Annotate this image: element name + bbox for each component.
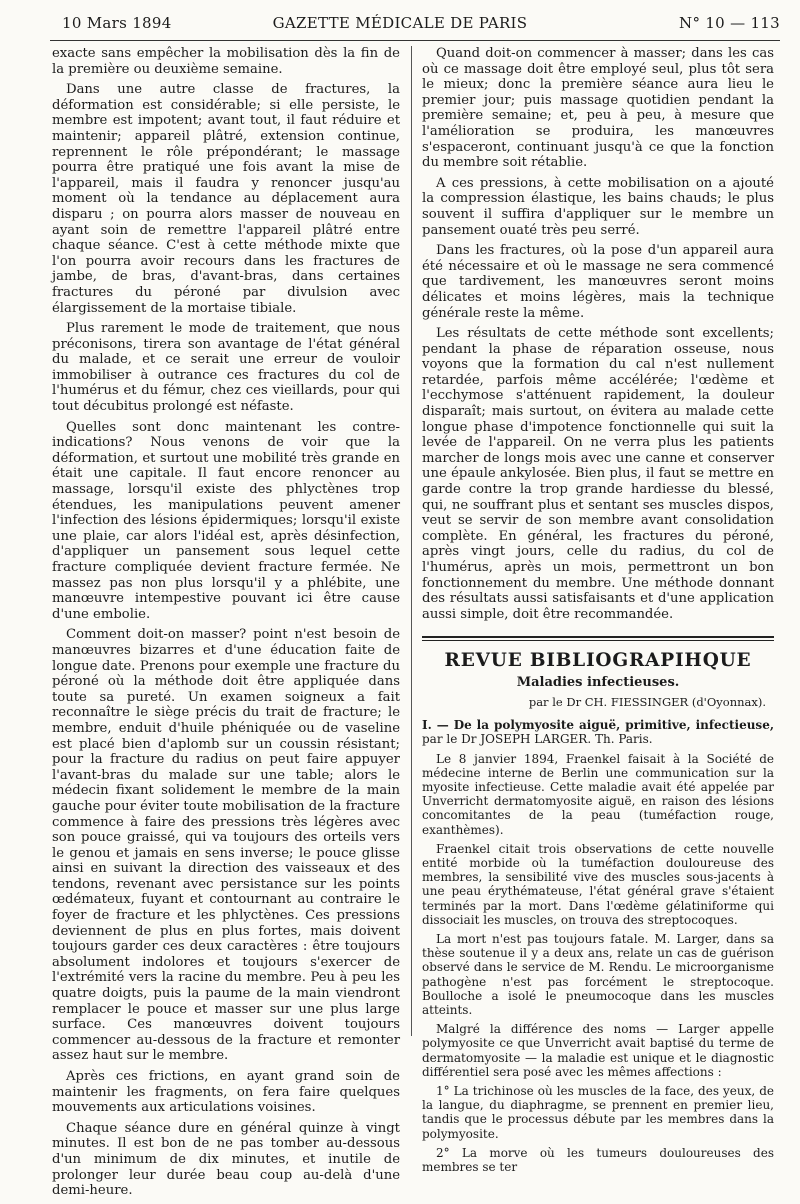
review-body: [422, 718, 774, 1174]
review-entry-title: I. — De la polymyosite aiguë, primitive, infectieuse,: [422, 718, 774, 733]
header-rule: [50, 40, 780, 41]
review-paragraph: 1° La trichinose où les muscles de la face, des yeux, de la langue, du diaphragme, se prennent en premier lieu, tandis que le processus débute par les membres dans la polymyosite.: [422, 1084, 774, 1141]
review-paragraph: Malgré la différence des noms — Larger appelle polymyosite ce que Unverricht avait baptisé du terme de dermatomyosite — la maladie est unique et le diagnostic différentiel sera posé avec les mêmes affections :: [422, 1022, 774, 1079]
left-paragraph: Dans une autre classe de fractures, la déformation est considérable; si elle persiste, le membre est impotent; avant tout, il faut réduire et maintenir; appareil plâtré, extension continue, reprennent le rôle prépondérant; le massage pourra être pratiqué une fois avant la mise de l'appareil, mais il faudra y renoncer jusqu'au moment où la tendance au déplacement aura disparu ; on pourra alors masser de nouveau en ayant soin de remettre l'appareil plâtré entre chaque séance. C'est à cette méthode mixte que l'on pourra avoir recours dans les fractures de jambe, de bras, d'avant-bras, dans certaines fractures du péroné par divulsion avec élargissement de la mortaise tibiale.: [52, 82, 400, 316]
review-paragraph: Le 8 janvier 1894, Fraenkel faisait à la Société de médecine interne de Berlin une communication sur la myosite infectieuse. Cette maladie avait été appelée par Unverricht dermatomyosite aiguë, en raison des lésions concomitantes de la peau (tuméfaction rouge, exanthèmes).: [422, 751, 774, 837]
left-paragraph: Après ces frictions, en ayant grand soin de maintenir les fragments, on fera faire quelques mouvements aux articulations voisines.: [52, 1069, 400, 1116]
left-paragraph: Plus rarement le mode de traitement, que nous préconisons, tirera son avantage de l'état général du malade, et ce serait une erreur de vouloir immobiliser à outrance ces fractures du col de l'humérus et du fémur, chez ces vieillards, pour qui tout décubitus prolongé est néfaste.: [52, 321, 400, 415]
header-journal-title: GAZETTE MÉDICALE DE PARIS: [272, 14, 528, 32]
right-paragraph: Dans les fractures, où la pose d'un appareil aura été nécessaire et où le massage ne sera commencé que tardivement, les manœuvres seront moins délicates et moins légères, mais la technique générale reste la même.: [422, 243, 774, 321]
review-entry-heading: [422, 718, 774, 746]
left-paragraph: Comment doit-on masser? point n'est besoin de manœuvres bizarres et d'une éducation faite de longue date. Prenons pour exemple une fracture du péroné où la méthode doit être appliquée dans toute sa pureté. Un examen soigneux a fait reconnaître le siège précis du trait de fracture; le membre, enduit d'huile phéniquée ou de vaseline est placé bien d'aplomb sur un coussin résistant; pour la fracture du radius on peut faire appuyer l'avant-bras du malade sur une table; alors le médecin fixant solidement le membre de la main gauche pour éviter toute mobilisation de la fracture commence à faire des pressions très légères avec son pouce graissé, qui va toujours des orteils vers le genou et jamais en sens inverse; le pouce glisse ainsi en suivant la direction des vaisseaux et des tendons, revenant avec persistance sur les points œdémateux, fuyant et contournant au contraire le foyer de fracture et les phlyctènes. Ces pressions deviennent de plus en plus fortes, mais doivent toujours garder ces deux caractères : être toujours absolument indolores et toujours s'exercer de l'extrémité vers la racine du membre. Peu à peu les quatre doigts, puis la paume de la main viendront remplacer le pouce et masser sur une plus large surface. Ces manœuvres doivent toujours commencer au-dessous de la fracture et remonter assez haut sur le membre.: [52, 627, 400, 1064]
review-paragraph: La mort n'est pas toujours fatale. M. Larger, dans sa thèse soutenue il y a deux ans, relate un cas de guérison observé dans le service de M. Rendu. Le microorganisme pathogène n'est pas forcément le streptocoque. Boulloche a isolé le pneumocoque dans les muscles atteints.: [422, 932, 774, 1018]
section-separator: [422, 636, 774, 641]
left-paragraph: Chaque séance dure en général quinze à vingt minutes. Il est bon de ne pas tomber au-dessous d'un minimum de dix minutes, et inutile de prolonger leur durée beau coup au-delà d'une demi-heure.: [52, 1120, 400, 1199]
review-title: REVUE BIBLIOGRAPIHQUE: [444, 650, 752, 672]
review-subtitle: Maladies infectieuses.: [516, 674, 680, 690]
review-paragraph: 2° La morve où les tumeurs douloureuses des membres se ter: [422, 1145, 774, 1175]
left-paragraph: exacte sans empêcher la mobilisation dès la fin de la première ou deuxième semaine.: [52, 46, 400, 77]
right-column: [422, 46, 774, 1179]
left-paragraph: Quelles sont donc maintenant les contre-indications? Nous venons de voir que la déformation, et surtout une mobilité très grande en était une capitale. Il faut encore renoncer au massage, lorsqu'il existe des phlyctènes trop étendues, les manipulations peuvent amener l'infection des lésions épidermiques; lorsqu'il existe une plaie, car alors l'idéal est, après désinfection, d'appliquer un pansement sous lequel cette fracture compliquée devient fracture fermée. Ne massez pas non plus lorsqu'il y a phlébite, une manœuvre intempestive pouvant ici être cause d'une embolie.: [52, 419, 400, 622]
right-paragraph: Quand doit-on commencer à masser; dans les cas où ce massage doit être employé seul, plus tôt sera le mieux; donc la première séance aura lieu le premier jour; puis massage quotidien pendant la première semaine; et, peu à peu, à mesure que l'amélioration se produira, les manœuvres s'espaceront, continuant jusqu'à ce que la fonction du membre soit rétablie.: [422, 46, 774, 171]
header-page-number: N° 10 — 113: [679, 14, 780, 32]
review-paragraph: Fraenkel citait trois observations de cette nouvelle entité morbide où la tuméfaction douloureuse des membres, la sensibilité vive des muscles sous-jacents à une peau érythémateuse, l'état général grave s'étaient terminés par la mort. Dans l'œdème gélatiniforme qui dissociait les muscles, on trouva des streptocoques.: [422, 841, 774, 927]
left-column: [52, 46, 400, 1204]
right-paragraph: A ces pressions, à cette mobilisation on a ajouté la compression élastique, les bains chauds; le plus souvent il suffira d'appliquer sur le membre un pansement ouaté très peu serré.: [422, 175, 774, 238]
header-date: 10 Mars 1894: [62, 14, 172, 32]
page-header: [0, 14, 800, 36]
review-entry-byline: par le Dr JOSEPH LARGER. Th. Paris.: [422, 732, 653, 747]
review-author: par le Dr CH. FIESSINGER (d'Oyonnax).: [528, 694, 766, 709]
right-paragraph: Les résultats de cette méthode sont excellents; pendant la phase de réparation osseuse, nous voyons que la formation du cal n'est nullement retardée, parfois même accélérée; l'œdème et l'ecchymose s'atténuent rapidement, la douleur disparaît; mais surtout, on évitera au malade cette longue phase d'impotence fonctionnelle qui suit la levée de l'appareil. On ne verra plus les patients marcher de longs mois avec une canne et conserver une épaule ankylosée. Bien plus, il faut se mettre en garde contre la trop grande hardiesse du blessé, qui, ne souffrant plus et sentant ses muscles dispos, veut se servir de son membre avant consolidation complète. En général, les fractures du péroné, après vingt jours, celle du radius, du col de l'humérus, après un mois, permettront un bon fonctionnement du membre. Une méthode donnant des résultats aussi satisfaisants et d'une application aussi simple, doit être recommandée.: [422, 326, 774, 622]
column-divider: [411, 46, 412, 1036]
